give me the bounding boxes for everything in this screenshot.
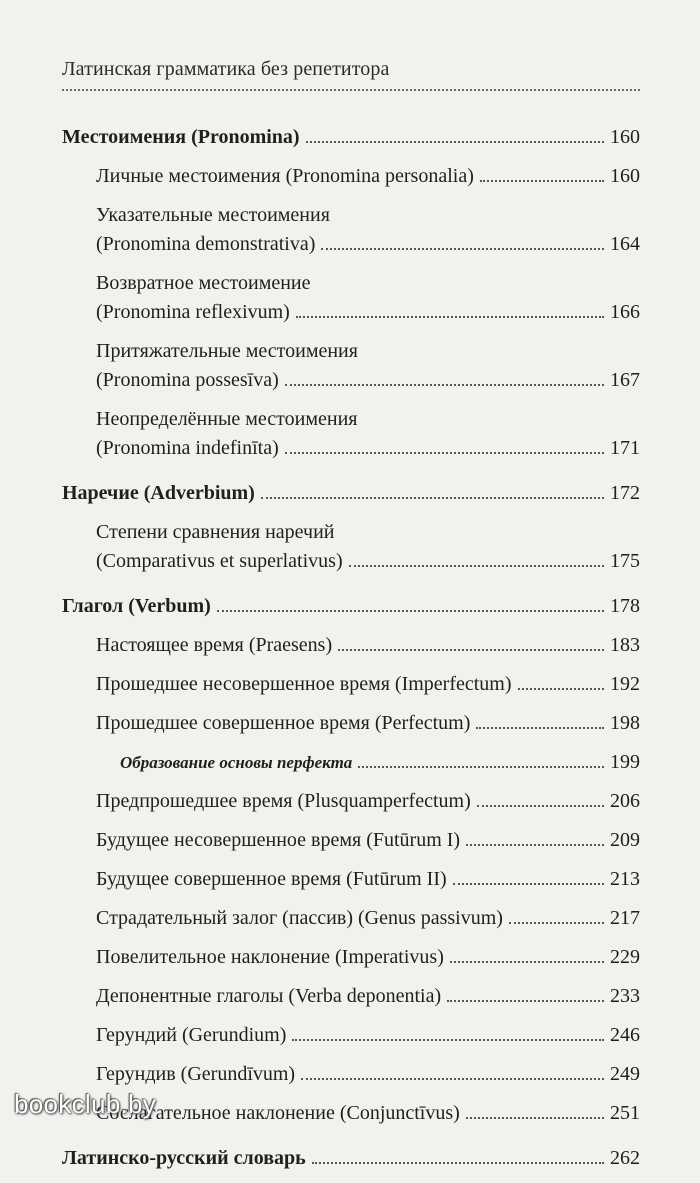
leader-dots [453,883,604,885]
toc-page-number: 183 [610,634,640,656]
toc-entry [62,405,640,463]
toc-entry-title: Прошедшее несовершенное время (Imperfectum) [96,673,512,695]
toc-entry-title: Герундий (Gerundium) [96,1024,287,1046]
toc-page-number: 229 [610,946,640,968]
toc-entry-title: Степени сравнения наречий [96,521,335,543]
toc-page-number: 233 [610,985,640,1007]
toc-entry [62,982,640,1011]
toc-entry [62,518,640,576]
toc-entry-subtitle: (Pronomina demonstrativa) [96,233,316,255]
toc-page-number: 206 [610,790,640,812]
leader-dots [450,961,604,963]
toc-entry-title: Притяжательные местоимения [96,340,358,362]
toc-entry [62,123,640,152]
toc-entry-title: Будущее несовершенное время (Futūrum I) [96,829,461,851]
leader-dots [217,610,604,612]
toc-page-number: 178 [610,595,640,617]
leader-dots [476,727,604,729]
toc-page-number: 249 [610,1063,640,1085]
toc-entry-title: Латинско-русский словарь [62,1147,306,1169]
toc-page-number: 246 [610,1024,640,1046]
toc-entry [62,201,640,259]
toc-page-number: 198 [610,712,640,734]
toc-page-number: 164 [610,233,640,255]
leader-dots [509,922,604,924]
toc-entry [62,337,640,395]
leader-dots [292,1039,604,1041]
toc-entry-title: Герундив (Gerundīvum) [96,1063,296,1085]
toc-entry-title: Личные местоимения (Pronomina personalia) [96,165,474,187]
toc-page-number: 171 [610,437,640,459]
leader-dots [296,316,604,318]
leader-dots [466,844,604,846]
toc-entry-subtitle: (Pronomina indefinīta) [96,437,279,459]
toc-entry-title: Депонентные глаголы (Verba deponentia) [96,985,442,1007]
toc-entry [62,162,640,191]
toc-entry-title: Прошедшее совершенное время (Perfectum) [96,712,471,734]
toc-entry [62,670,640,699]
toc-entry [62,748,640,777]
toc-entry-title: Наречие (Adverbium) [62,482,255,504]
running-header: Латинская грамматика без репетитора [62,58,390,80]
toc-entry-title: Образование основы перфекта [120,753,353,772]
toc-entry-title: Предпрошедшее время (Plusquamperfectum) [96,790,471,812]
toc-entry [62,787,640,816]
toc-entry-title: Местоимения (Pronomina) [62,126,300,148]
toc-page-number: 166 [610,301,640,323]
leader-dots [447,1000,604,1002]
leader-dots [321,248,604,250]
toc-entry [62,865,640,894]
leader-dots [358,766,604,768]
table-of-contents [62,123,640,1173]
leader-dots [301,1078,604,1080]
toc-entry-subtitle: (Comparativus et superlativus) [96,550,343,572]
header-rule [62,89,640,91]
leader-dots [285,452,604,454]
toc-entry-title: Будущее совершенное время (Futūrum II) [96,868,447,890]
toc-page-number: 209 [610,829,640,851]
leader-dots [466,1117,604,1119]
toc-entry-title: Сослагательное наклонение (Conjunctīvus) [96,1102,460,1124]
toc-page-number: 172 [610,482,640,504]
toc-entry [62,1144,640,1173]
leader-dots [285,384,604,386]
leader-dots [261,497,604,499]
toc-entry-title: Настоящее время (Praesens) [96,634,333,656]
toc-entry [62,269,640,327]
toc-entry-title: Неопределённые местоимения [96,408,358,430]
toc-entry-title: Повелительное наклонение (Imperativus) [96,946,444,968]
toc-page-number: 213 [610,868,640,890]
leader-dots [518,688,604,690]
toc-entry [62,592,640,621]
toc-page-number: 160 [610,126,640,148]
toc-entry [62,709,640,738]
toc-page-number: 167 [610,369,640,391]
leader-dots [480,180,604,182]
leader-dots [312,1162,604,1164]
toc-entry [62,1060,640,1089]
toc-entry [62,479,640,508]
toc-entry-subtitle: (Pronomina possesīva) [96,369,279,391]
toc-entry [62,1021,640,1050]
toc-entry-title: Страдательный залог (пассив) (Genus passivum) [96,907,503,929]
toc-entry [62,943,640,972]
leader-dots [349,565,604,567]
toc-page-number: 199 [610,751,640,773]
leader-dots [306,141,604,143]
toc-page-number: 251 [610,1102,640,1124]
toc-entry-title: Глагол (Verbum) [62,595,211,617]
leader-dots [477,805,604,807]
toc-entry-title: Возвратное местоимение [96,272,311,294]
toc-entry [62,904,640,933]
leader-dots [338,649,604,651]
toc-entry-title: Указательные местоимения [96,204,330,226]
toc-page-number: 192 [610,673,640,695]
toc-entry [62,631,640,660]
toc-page-number: 217 [610,907,640,929]
site-watermark: bookclub.by [14,1089,157,1119]
toc-entry [62,826,640,855]
toc-page-number: 160 [610,165,640,187]
toc-entry-subtitle: (Pronomina reflexivum) [96,301,290,323]
toc-page-number: 175 [610,550,640,572]
toc-page-number: 262 [610,1147,640,1169]
